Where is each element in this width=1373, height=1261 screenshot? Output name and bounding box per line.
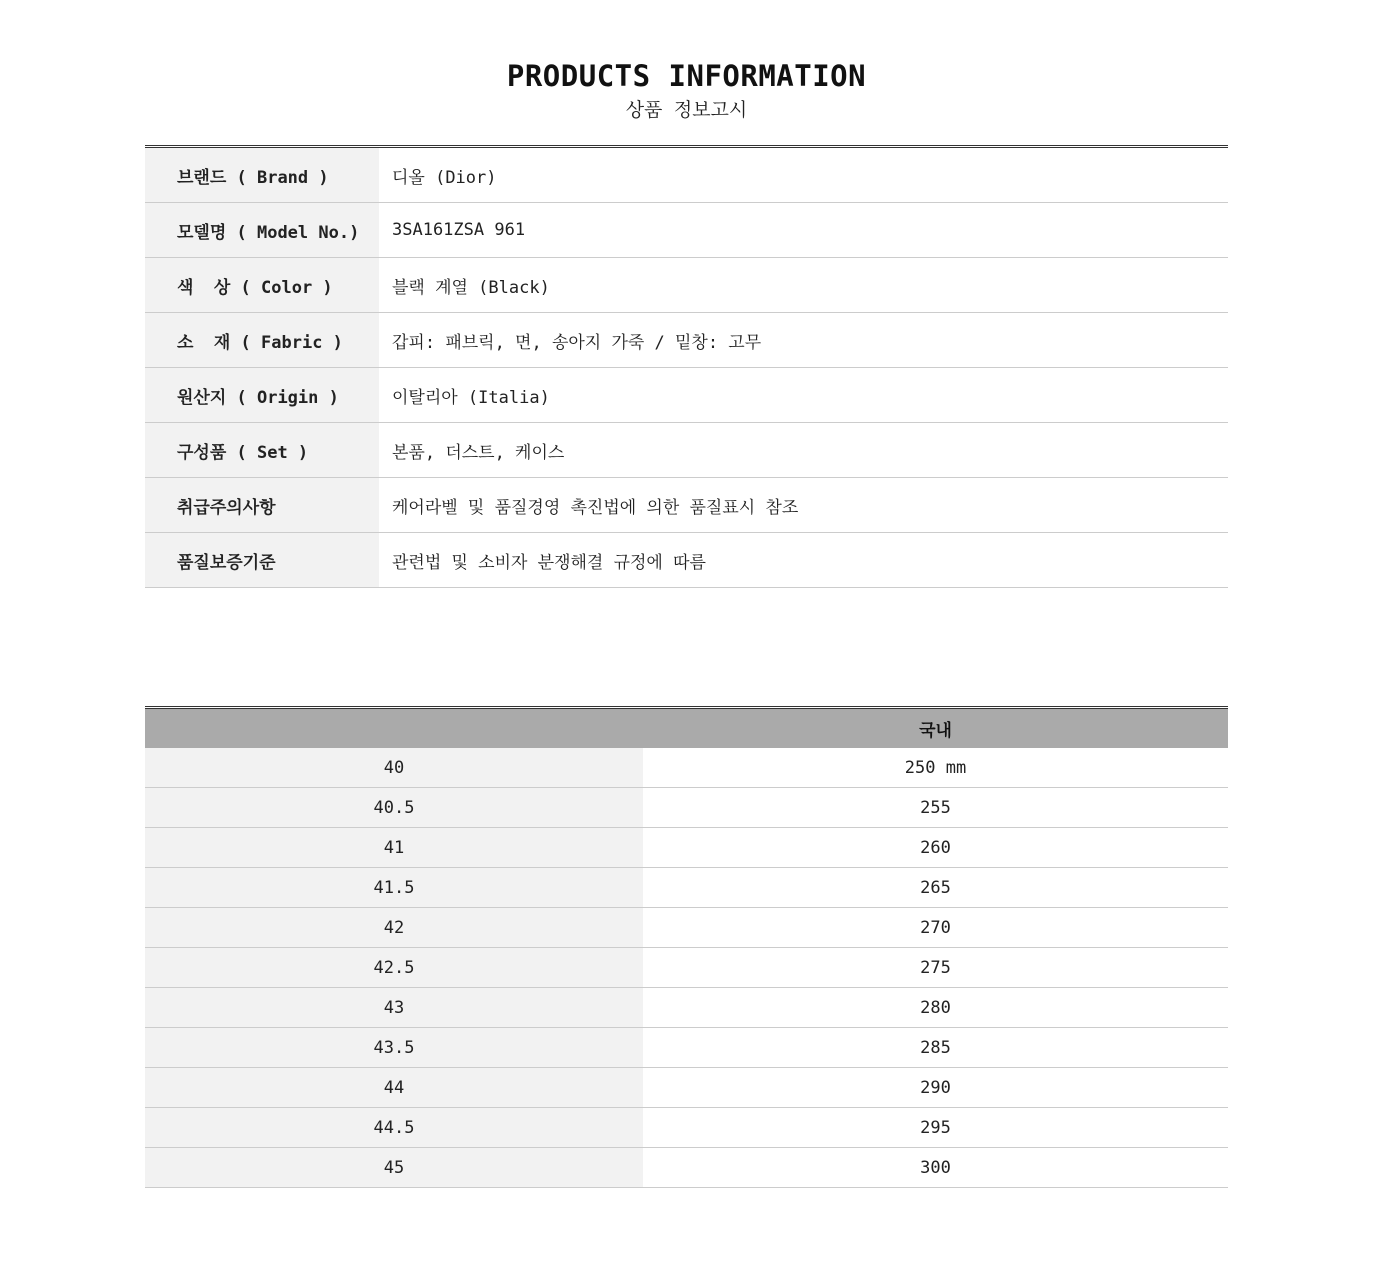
- info-value: 본품, 더스트, 케이스: [392, 442, 565, 463]
- size-header-domestic: 국내: [919, 721, 952, 741]
- info-row-brand: [145, 148, 1228, 203]
- size-eu-cell: 40.5: [145, 788, 643, 827]
- info-label: 취급주의사항: [145, 478, 379, 532]
- size-row: [145, 828, 1228, 868]
- size-eu-cell: 43.5: [145, 1028, 643, 1067]
- info-value: 블랙 계열 (Black): [392, 277, 550, 298]
- size-eu-cell: 41: [145, 828, 643, 867]
- size-eu-cell: 41.5: [145, 868, 643, 907]
- size-kr-cell: 275: [920, 957, 951, 978]
- size-row: [145, 1068, 1228, 1108]
- size-kr-cell: 290: [920, 1077, 951, 1098]
- info-value: 갑피: 패브릭, 면, 송아지 가죽 / 밑창: 고무: [392, 332, 762, 353]
- size-eu-cell: 43: [145, 988, 643, 1027]
- info-row-origin: [145, 368, 1228, 423]
- size-table-header: [145, 709, 1228, 748]
- size-table: [145, 706, 1228, 1188]
- info-row-warranty: [145, 533, 1228, 588]
- info-label: 모델명 ( Model No.): [145, 203, 379, 257]
- size-kr-cell: 260: [920, 837, 951, 858]
- size-row: [145, 1028, 1228, 1068]
- info-row-fabric: [145, 313, 1228, 368]
- size-row: [145, 788, 1228, 828]
- info-label: 색 상 ( Color ): [145, 258, 379, 312]
- page-title: PRODUCTS INFORMATION: [506, 59, 867, 93]
- info-row-color: [145, 258, 1228, 313]
- size-row: [145, 868, 1228, 908]
- size-eu-cell: 44: [145, 1068, 643, 1107]
- size-kr-cell: 265: [920, 877, 951, 898]
- size-kr-cell: 280: [920, 997, 951, 1018]
- info-label: 구성품 ( Set ): [145, 423, 379, 477]
- product-info-table: [145, 145, 1228, 588]
- size-kr-cell: 300: [920, 1157, 951, 1178]
- size-header-left: [145, 709, 643, 748]
- info-row-model: [145, 203, 1228, 258]
- info-label: 브랜드 ( Brand ): [145, 148, 379, 202]
- size-eu-cell: 44.5: [145, 1108, 643, 1147]
- size-kr-cell: 250 mm: [904, 757, 967, 778]
- info-value: 3SA161ZSA 961: [392, 220, 526, 240]
- size-eu-cell: 45: [145, 1148, 643, 1187]
- size-kr-cell: 285: [920, 1037, 951, 1058]
- size-kr-cell: 295: [920, 1117, 951, 1138]
- size-row: [145, 748, 1228, 788]
- info-label: 소 재 ( Fabric ): [145, 313, 379, 367]
- size-kr-cell: 270: [920, 917, 951, 938]
- size-row: [145, 988, 1228, 1028]
- info-row-set: [145, 423, 1228, 478]
- size-kr-cell: 255: [920, 797, 951, 818]
- info-value: 디올 (Dior): [392, 167, 497, 188]
- info-value: 이탈리아 (Italia): [392, 387, 550, 408]
- size-eu-cell: 42.5: [145, 948, 643, 987]
- info-label: 원산지 ( Origin ): [145, 368, 379, 422]
- info-label: 품질보증기준: [145, 533, 379, 587]
- size-row: [145, 1148, 1228, 1188]
- size-row: [145, 908, 1228, 948]
- size-eu-cell: 42: [145, 908, 643, 947]
- info-row-care: [145, 478, 1228, 533]
- size-row: [145, 948, 1228, 988]
- size-row: [145, 1108, 1228, 1148]
- page-subtitle: 상품 정보고시: [625, 99, 748, 121]
- info-value: 관련법 및 소비자 분쟁해결 규정에 따름: [392, 552, 706, 573]
- size-eu-cell: 40: [145, 748, 643, 787]
- info-value: 케어라벨 및 품질경영 촉진법에 의한 품질표시 참조: [392, 497, 799, 518]
